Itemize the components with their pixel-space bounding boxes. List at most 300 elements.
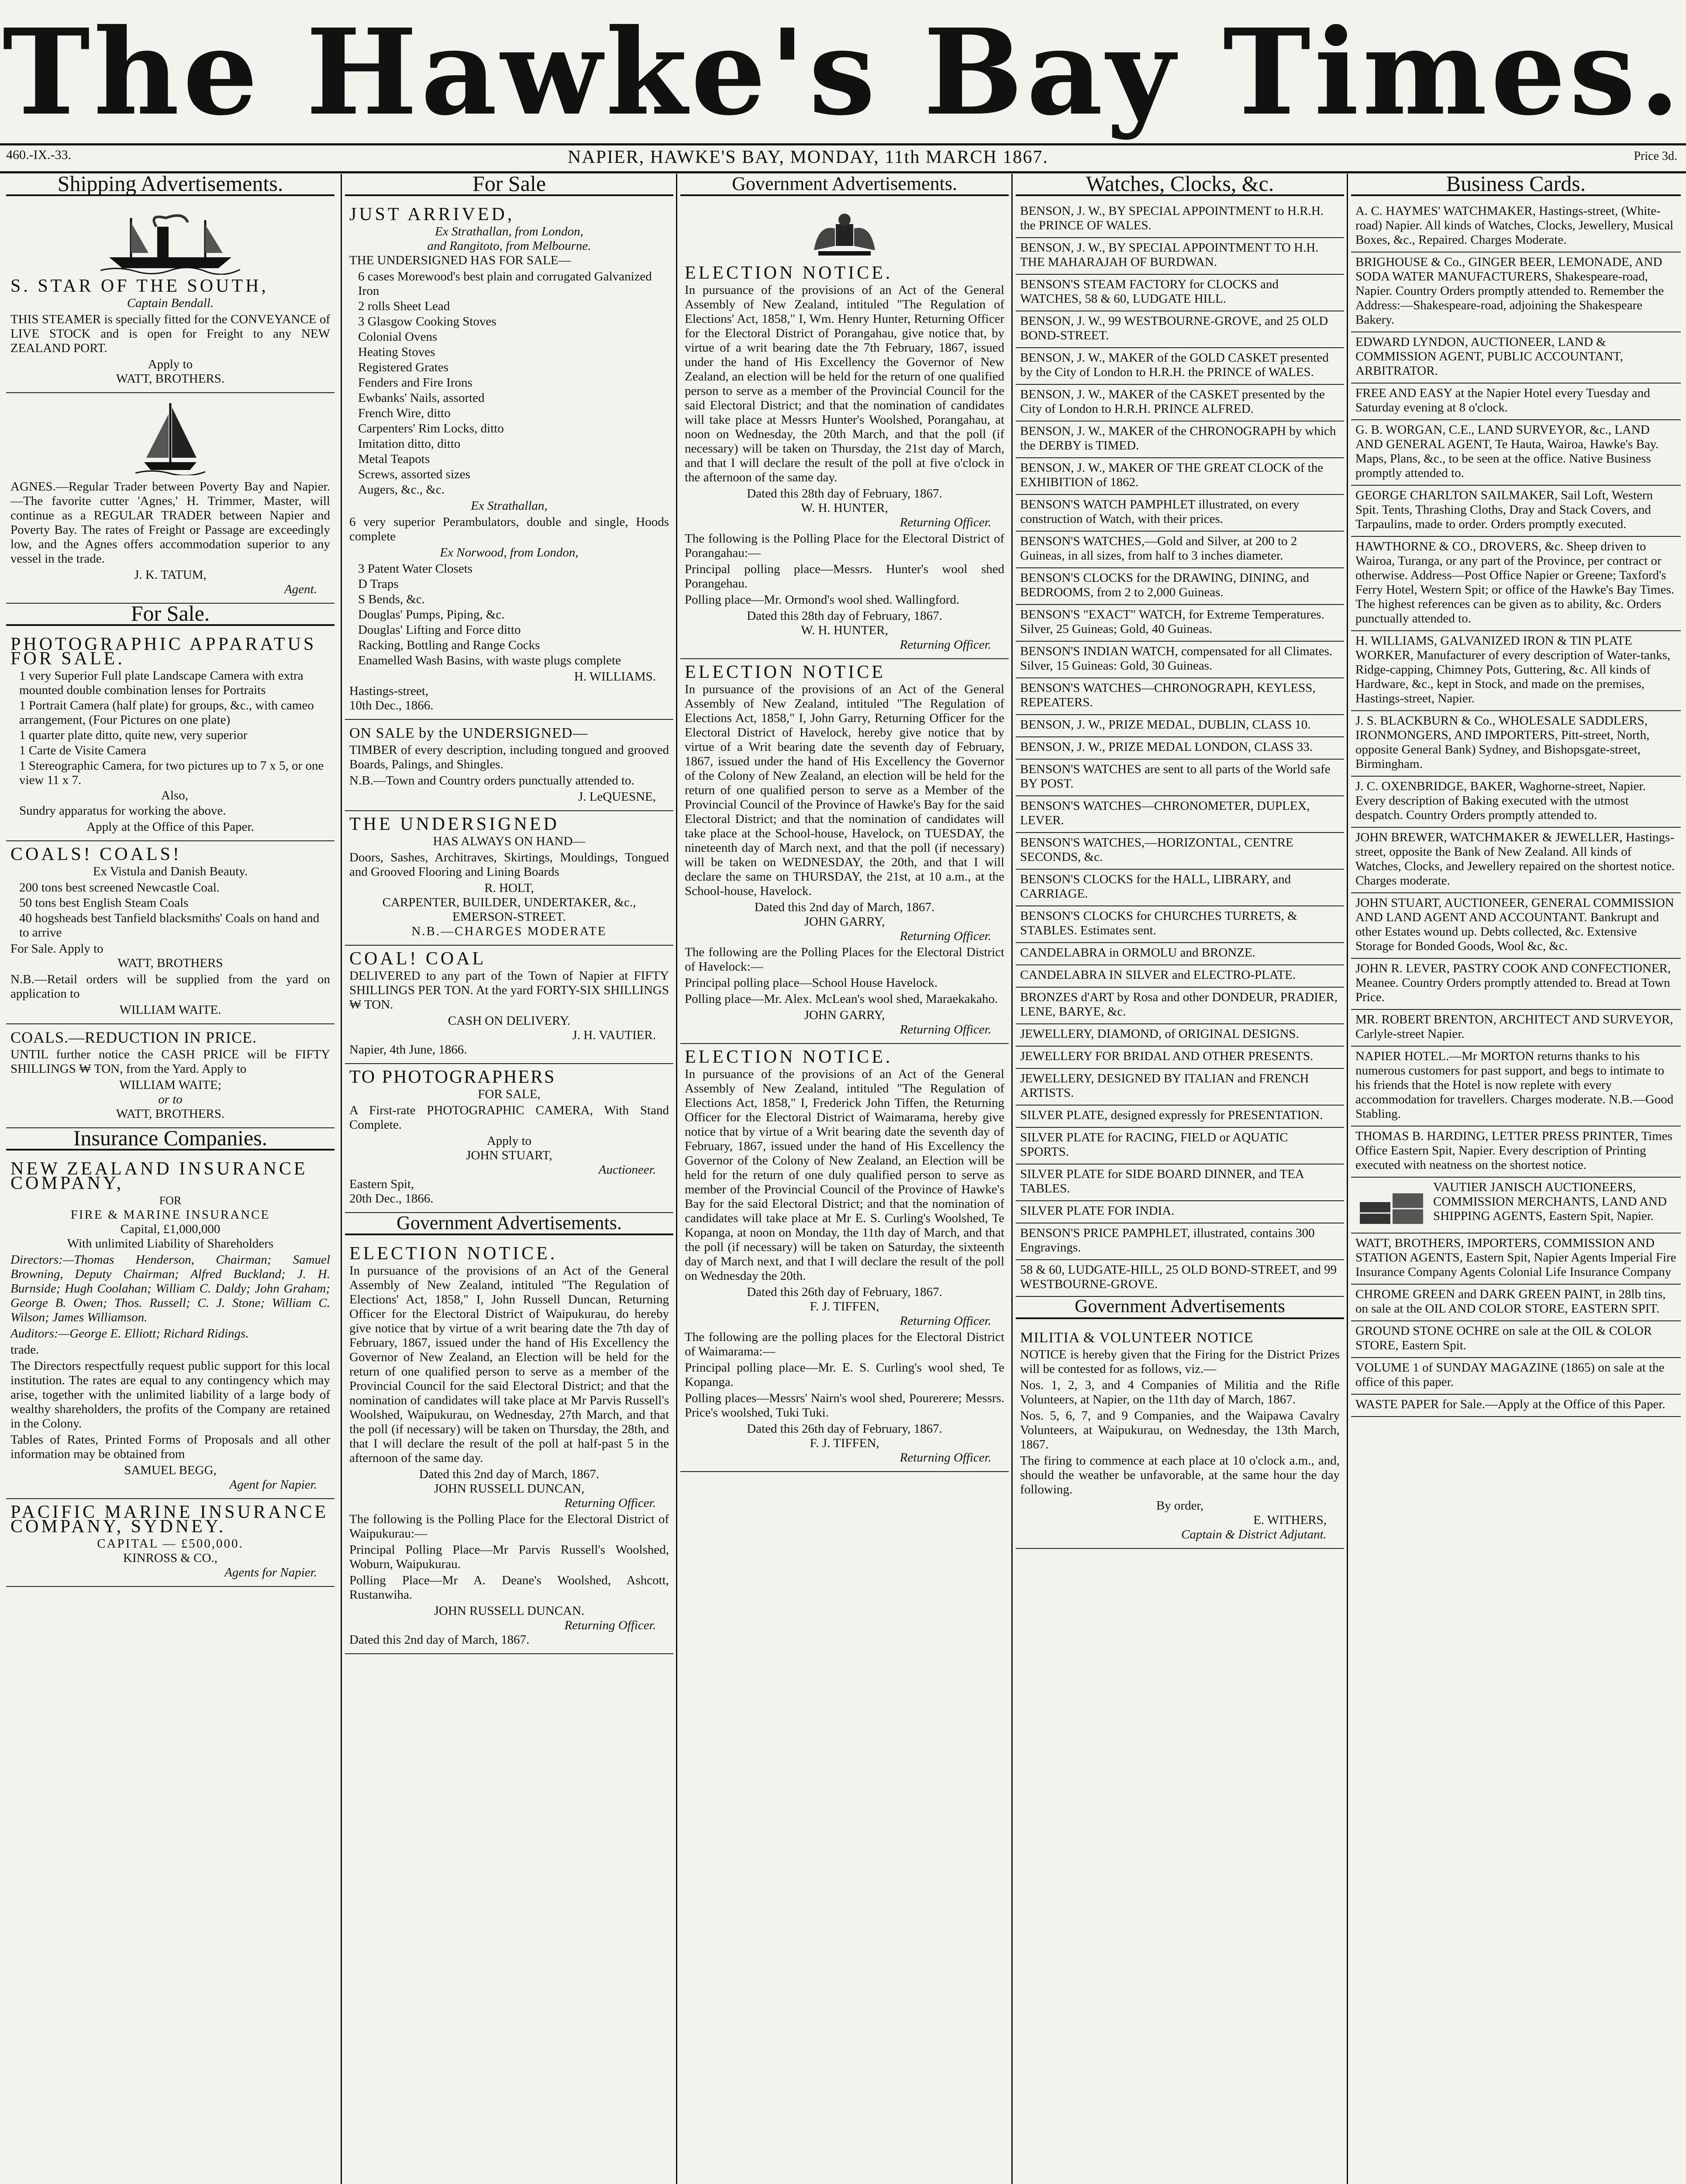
ad-text: Nos. 1, 2, 3, and 4 Companies of Militia and the Rifle Volunteers, at Napier, on the 11th day of March, 1867. [1020,1378,1340,1406]
ad-coals [6,841,334,1024]
business-card-text: JOHN STUART, AUCTIONEER, GENERAL COMMISSION AND LAND AGENT AND ACCOUNTANT. Bankrupt and other Estates wound up. Debts collected, &c. Extensive Storage for Bonded Goods, Wool &c, &c. [1355,896,1674,953]
business-card-text: A. C. HAYMES' WATCHMAKER, Hastings-street, (White-road) Napier. All kinds of Watches, Clocks, Jewellery, Musical Boxes, &c., Repaired. Charges Moderate. [1355,204,1674,247]
watch-ad-text: BENSON, J. W., MAKER of the CHRONOGRAPH by which the DERBY is TIMED. [1020,424,1336,453]
ad-text: 6 very superior Perambulators, double and single, Hoods complete [349,515,669,543]
ad-coal-vautier [345,946,673,1064]
watch-ad-item [1016,1106,1344,1128]
ad-text: Captain & District Adjutant. [1181,1527,1327,1541]
ad-text: Principal polling place—Messrs. Hunter's wool shed Porangehau. [685,562,1004,591]
royal-crest-icon [801,211,888,263]
business-card-text: J. C. OXENBRIDGE, BAKER, Waghorne-street, Napier. Every description of Baking executed with the utmost despatch. Country Orders promptly attended to. [1355,779,1646,822]
edition-line: NAPIER, HAWKE'S BAY, MONDAY, 11th MARCH 1867. [568,147,1048,167]
list-item: 3 Patent Water Closets [358,562,473,576]
watch-ad-item [1016,422,1344,458]
business-card-list [1351,201,1681,1417]
ad-text: The following is the Polling Place for the Electoral District of Porangahau:— [685,532,1004,560]
ad-text: Returning Officer. [900,929,991,943]
ad-agent: WATT, BROTHERS. [116,372,225,386]
ad-election-waipukurau [345,1241,673,1654]
ad-text: Returning Officer. [564,1618,656,1632]
item-list [10,881,330,940]
list-item: Colonial Ovens [358,330,438,344]
watch-ad-text: BENSON'S WATCHES,—Gold and Silver, at 200 to 2 Guineas, in all sizes, from half to 3 inches diameter. [1020,534,1297,563]
watch-ad-text: JEWELLERY, DIAMOND, of ORIGINAL DESIGNS. [1020,1027,1299,1041]
watch-ad-item [1016,760,1344,796]
ad-heading: COALS.—REDUCTION IN PRICE. [10,1029,257,1046]
watch-ad-text: BENSON'S WATCH PAMPHLET illustrated, on every construction of Watch, with their prices. [1020,498,1300,526]
business-card-text: G. B. WORGAN, C.E., LAND SURVEYOR, &c., LAND AND GENERAL AGENT, Te Hauta, Wairoa, Hawke's Bay. Maps, Plans, &c., to be seen at the office. Native Business promptly attended to. [1355,423,1659,480]
column-2 [345,174,673,2184]
ad-text: Ex Vistula and Danish Beauty. [93,864,248,878]
ad-text: Dated this 2nd day of March, 1867. [419,1467,600,1481]
ad-text: The firing to commence at each place at 10 o'clock a.m., and, should the weather be unfavorable, at the same hour the day following. [1020,1454,1340,1496]
watch-ad-item [1016,568,1344,605]
ad-text: DELIVERED to any part of the Town of Napier at FIFTY SHILLINGS PER TON. At the yard FORTY-SIX SHILLINGS ₩ TON. [349,969,669,1012]
ad-text: FOR [159,1194,182,1207]
watch-ad-text: CANDELABRA in ORMOLU and BRONZE. [1020,946,1255,960]
ad-text: Auctioneer. [598,1163,656,1177]
business-card-text: VOLUME 1 of SUNDAY MAGAZINE (1865) on sale at the office of this paper. [1355,1361,1665,1389]
ad-heading: COALS! COALS! [10,844,182,864]
ad-text: trade. [10,1343,39,1357]
ad-text: N.B.—Town and Country orders punctually attended to. [349,774,634,788]
ad-text: CAPITAL — £500,000. [97,1537,244,1551]
watch-ad-text: BENSON, J. W., 99 WESTBOURNE-GROVE, and 25 OLD BOND-STREET. [1020,314,1328,342]
ad-heading: ELECTION NOTICE. [685,263,893,283]
list-item: French Wire, ditto [358,406,451,420]
business-card-text: HAWTHORNE & CO., DROVERS, &c. Sheep driven to Wairoa, Turanga, or any part of the Province, per contract or otherwise. Address—Post Office Napier or Greene; Taxford's Ferry Hotel, Western Spit; or office of the Hawke's Bay Times. The highest references can be given as to ability, &c. Orders punctually attended to. [1355,539,1674,625]
ad-text: Returning Officer. [900,1314,991,1328]
ad-pacific-marine [6,1499,334,1587]
business-card [1351,201,1681,252]
list-item: D Traps [358,577,399,591]
ad-text: Napier, 4th June, 1866. [349,1043,467,1057]
watch-ad-text: JEWELLERY, DESIGNED BY ITALIAN and FRENCH ARTISTS. [1020,1071,1309,1100]
list-item: 40 hogsheads best Tanfield blacksmiths' Coals on hand and to arrive [19,911,320,940]
watch-ad-item [1016,1024,1344,1047]
business-card [1351,1285,1681,1321]
business-card-text: BRIGHOUSE & Co., GINGER BEER, LEMONADE, AND SODA WATER MANUFACTURERS, Shakespeare-road, Napier. Country Orders promptly attended to. Remember the Address:—Shakespeare-road, adjoining the Shakespeare Bakery. [1355,255,1664,327]
ad-text: EMERSON-STREET. [452,910,566,924]
watch-ad-item [1016,1128,1344,1165]
section-heading: Watches, Clocks, &c. [1016,174,1344,196]
business-card [1351,486,1681,537]
ad-text: Agent for Napier. [229,1478,317,1492]
watch-ad-text: SILVER PLATE, designed expressly for PRESENTATION. [1020,1108,1323,1122]
section-heading: Government Advertisements [1016,1297,1344,1319]
ad-agent: J. K. TATUM, [134,568,207,582]
ad-agent: JOHN RUSSELL DUNCAN, [434,1482,585,1496]
section-heading: Government Advertisements. [345,1213,673,1235]
watch-ad-text: BENSON, J. W., MAKER of the GOLD CASKET presented by the City of London to H.R.H. the PRINCE of WALES. [1020,351,1329,379]
watch-ad-text: BENSON, J. W., BY SPECIAL APPOINTMENT TO H.H. THE MAHARAJAH OF BURDWAN. [1020,241,1319,269]
watch-ad-item [1016,965,1344,988]
ad-text: CASH ON DELIVERY. [448,1014,571,1028]
ad-text: Ex Strathallan, from London, [435,225,583,238]
ad-heading: ELECTION NOTICE [685,662,886,682]
business-card [1351,711,1681,777]
watch-ad-text: SILVER PLATE for RACING, FIELD or AQUATIC SPORTS. [1020,1130,1288,1159]
business-card [1351,1010,1681,1047]
list-item: Douglas' Pumps, Piping, &c. [358,608,505,622]
list-item: 1 Portrait Camera (half plate) for groups, &c., with cameo arrangement, (Four Pictures on one plate) [19,698,314,727]
business-card-text: WASTE PAPER for Sale.—Apply at the Office of this Paper. [1355,1397,1665,1411]
watch-ad-item [1016,238,1344,275]
watch-ad-item [1016,943,1344,965]
list-item: Racking, Bottling and Range Cocks [358,638,540,652]
ad-text: Hastings-street, [349,684,429,698]
business-card-text: GROUND STONE OCHRE on sale at the OIL & COLOR STORE, Eastern Spit. [1355,1324,1652,1352]
ad-text: Doors, Sashes, Architraves, Skirtings, Mouldings, Tongued and Grooved Flooring and Lining Boards [349,850,669,879]
watch-ad-item [1016,201,1344,238]
watch-ad-item [1016,495,1344,532]
ad-text: The following are the polling places for the Electoral District of Waimarama:— [685,1330,1004,1358]
business-card [1351,959,1681,1010]
ad-text: Dated this 28th day of February, 1867. [747,609,942,623]
business-card [1351,332,1681,384]
ad-heading: TO PHOTOGRAPHERS [349,1067,556,1087]
watch-ad-text: BENSON'S WATCHES—CHRONOMETER, DUPLEX, LEVER. [1020,799,1310,827]
column-1 [6,174,334,2184]
list-item: 3 Glasgow Cooking Stoves [358,314,496,328]
ad-text: 20th Dec., 1866. [349,1192,434,1206]
ad-text: NOTICE is hereby given that the Firing for the District Prizes will be contested for as follows, viz.— [1020,1348,1340,1376]
ad-just-arrived [345,201,673,720]
ad-agent: E. WITHERS, [1253,1513,1327,1527]
watch-ad-text: JEWELLERY FOR BRIDAL AND OTHER PRESENTS. [1020,1049,1314,1063]
ad-heading: S. STAR OF THE SOUTH, [10,276,269,296]
ad-text: and Rangitoto, from Melbourne. [427,239,591,253]
business-card-text: FREE AND EASY at the Napier Hotel every Tuesday and Saturday evening at 8 o'clock. [1355,386,1650,415]
business-card [1351,893,1681,959]
watch-ad-text: BENSON'S CLOCKS for the HALL, LIBRARY, and CARRIAGE. [1020,872,1291,901]
business-card [1351,1047,1681,1127]
business-card-text: CHROME GREEN and DARK GREEN PAINT, in 28lb tins, on sale at the OIL AND COLOR STORE, EASTERN SPIT. [1355,1287,1666,1316]
business-card-text: NAPIER HOTEL.—Mr MORTON returns thanks to his numerous customers for past support, and begs to intimate to his friends that the Hotel is now replete with every accommodation for travellers. Charges moderate. N.B.—Good Stabling. [1355,1049,1674,1121]
list-item: Heating Stoves [358,345,435,359]
watch-ad-text: BENSON'S PRICE PAMPHLET, illustrated, contains 300 Engravings. [1020,1226,1315,1254]
ad-text: 10th Dec., 1866. [349,698,434,712]
watch-ad-list [1016,201,1344,1297]
ad-text: THIS STEAMER is specially fitted for the CONVEYANCE of LIVE STOCK and is open for Freight to any NEW ZEALAND PORT. [10,312,330,355]
ad-text: Returning Officer. [900,515,991,529]
ad-agent: W. H. HUNTER, [801,623,888,637]
ad-text: In pursuance of the provisions of an Act of the General Assembly of New Zealand, intituled "The Regulation of Elections' Act, 1858," I, Wm. Henry Hunter, Returning Officer for the Electoral District of Porangahau, give notice that, by virtue of a writ bearing date the 7th February, 1867, issued under the hand of His Excellency the Governor of New Zealand, an election will be held for the return of one qualified person to serve as a member of the Provincial Council for the said Electoral District; and that the nomination of candidates will take place at Messrs Hunter's Woolshed, Porangahau, at noon on Wednesday, the 20th March, and that the poll (if necessary) will be taken on Thursday, the 21st day of March, and that I will declare the result of the poll at five o'clock in the afternoon of the same day. [685,283,1004,484]
watch-ad-text: BENSON'S INDIAN WATCH, compensated for all Climates. Silver, 15 Guineas: Gold, 30 Guineas. [1020,644,1333,673]
item-list [10,669,330,818]
item-list [349,270,669,497]
ad-agent: WILLIAM WAITE. [119,1003,221,1017]
ad-text: In pursuance of the provisions of an Act of the General Assembly of New Zealand, intituled "The Regulation of Elections Act, 1858," I, Frederick John Tiffen, the Returning Officer for the Electoral District of Waimarama, hereby give notice that by virtue of a Writ bearing date the seventh day of February, 1867, issued under the hand of His Excellency the Governor of the Colony of New Zealand, an Election will be held for the return of one duly qualified person to serve as member of the Provincial Council of the Province of Hawke's Bay for the said Electoral District; and that the nomination of candidates will take place at Mr E. S. Curling's Woolshed, Te Kopanga, at noon on Monday, the 11th day of March, and that the poll (if necessary) will be taken on Saturday, the sixteenth day of March next, and that I will declare the result of the poll on Wednesday the 20th. [685,1067,1004,1283]
list-item: Also, [161,788,189,802]
ad-heading: PACIFIC MARINE INSURANCE COMPANY, SYDNEY. [10,1502,329,1537]
ad-text: UNTIL further notice the CASH PRICE will be FIFTY SHILLINGS ₩ TON, from the Yard. Apply to [10,1047,330,1076]
list-item: Augers, &c., &c. [358,483,445,497]
watch-ad-text: BENSON'S WATCHES,—HORIZONTAL, CENTRE SECONDS, &c. [1020,836,1293,864]
business-card [1351,777,1681,828]
ad-heading: ELECTION NOTICE. [349,1244,558,1264]
ad-text: Eastern Spit, [349,1177,414,1191]
ad-text: Polling place—Mr. Ormond's wool shed. Wallingford. [685,593,960,607]
watch-ad-text: BENSON, J. W., MAKER OF THE GREAT CLOCK of the EXHIBITION of 1862. [1020,461,1324,489]
ad-text: Tables of Rates, Printed Forms of Proposals and all other information may be obtained from [10,1433,330,1461]
ad-heading: MILITIA & VOLUNTEER NOTICE [1020,1330,1254,1346]
list-item: Registered Grates [358,360,448,374]
ad-text: A First-rate PHOTOGRAPHIC CAMERA, With Stand Complete. [349,1103,669,1132]
section-heading: For Sale. [6,604,334,626]
ad-text: Agents for Napier. [224,1565,317,1579]
ad-text: Principal polling place—Mr. E. S. Curling's wool shed, Te Kopanga. [685,1361,1004,1389]
ad-agent: SAMUEL BEGG, [124,1463,217,1477]
ad-agent: F. J. TIFFEN, [810,1299,879,1313]
ad-heading: NEW ZEALAND INSURANCE COMPANY, [10,1159,308,1193]
business-card-text: J. S. BLACKBURN & Co., WHOLESALE SADDLERS, IRONMONGERS, AND IMPORTERS, Pitt-street, North, opposite General Bank) Sydney, and Bishopsgate-street, Birmingham. [1355,714,1650,771]
section-heading: Insurance Companies. [6,1128,334,1151]
ad-heading: COAL! COAL [349,949,486,969]
dateline [0,145,1686,171]
ad-text: Captain Bendall. [127,296,214,310]
ad-agent: JOHN RUSSELL DUNCAN. [434,1604,585,1618]
section-heading: Business Cards. [1351,174,1681,196]
business-card [1351,828,1681,893]
business-card [1351,1358,1681,1395]
list-item: 200 tons best screened Newcastle Coal. [19,881,220,895]
column-4 [1016,174,1344,2184]
ad-agent: KINROSS & CO., [123,1551,217,1565]
ad-text: Ex Strathallan, [471,499,548,513]
steamship-icon [100,209,240,275]
column-3 [680,174,1009,2184]
watch-ad-text: CANDELABRA IN SILVER and ELECTRO-PLATE. [1020,968,1296,982]
ad-to-photographers [345,1064,673,1213]
watch-ad-item [1016,988,1344,1024]
watch-ad-text: BENSON, J. W., BY SPECIAL APPOINTMENT to H.R.H. the PRINCE OF WALES. [1020,204,1324,232]
ad-text: Apply to [486,1134,532,1148]
list-item: S Bends, &c. [358,592,425,606]
ad-heading: THE UNDERSIGNED [349,814,559,834]
ad-timber [345,720,673,811]
section-heading: Shipping Advertisements. [6,174,334,196]
business-card-text: MR. ROBERT BRENTON, ARCHITECT AND SURVEYOR, Carlyle-street Napier. [1355,1013,1673,1041]
ad-text: Principal polling place—School House Havelock. [685,976,938,990]
list-item: Fenders and Fire Irons [358,376,472,390]
watch-ad-text: BENSON, J. W., PRIZE MEDAL, DUBLIN, CLASS 10. [1020,718,1311,732]
watch-ad-item [1016,678,1344,715]
ad-text: The following is the Polling Place for the Electoral District of Waipukurau:— [349,1512,669,1541]
ad-text: The following are the Polling Places for the Electoral District of Havelock:— [685,945,1004,974]
ad-text: or to [158,1092,183,1106]
ad-text: Dated this 28th day of February, 1867. [747,487,942,501]
list-item: Enamelled Wash Basins, with waste plugs complete [358,653,621,667]
watch-ad-item [1016,1223,1344,1260]
ad-text: Agent. [284,582,317,596]
watch-ad-text: BENSON, J. W., MAKER of the CASKET presented by the City of London to H.R.H. PRINCE ALFRED. [1020,387,1325,416]
price: Price 3d. [1634,149,1677,163]
section-heading: For Sale [345,174,673,196]
list-item: Sundry apparatus for working the above. [19,804,226,818]
business-card-text: H. WILLIAMS, GALVANIZED IRON & TIN PLATE WORKER, Manufacturer of every description of Water-tanks, Ridge-capping, Chimney Pots, Guttering, &c. All kinds of Hardware, &c., kept in Stock, and made on the premises, Hastings-street, Napier. [1355,634,1671,705]
watch-ad-text: SILVER PLATE for SIDE BOARD DINNER, and TEA TABLES. [1020,1167,1304,1196]
ad-text: In pursuance of the provisions of an Act of the General Assembly of New Zealand, intituled "The Regulation of Elections' Act, 1858," I, John Russell Duncan, Returning Officer for the Electoral District of Waipukurau, do hereby give notice that by virtue of a writ bearing date the 7th day of February, 1867, issued under the hand of His Excellency the Governor of New Zealand, an Election will be held for the return of one qualified person to serve as a member of the Provincial Council for the said Electoral District; and that the nomination of candidates will take place at Mr Parvis Russell's Woolshed, Waipukurau, on Wednesday, 27th March, and that the poll (if necessary) will be taken on Thursday, the 28th, and that I will declare the result of the poll at half-past 5 in the afternoon of the same day. [349,1264,669,1465]
ad-text: For Sale. Apply to [10,942,103,956]
watch-ad-text: SILVER PLATE FOR INDIA. [1020,1204,1175,1218]
ad-text: N.B.—Retail orders will be supplied from the yard on application to [10,972,330,1001]
ad-text: Dated this 2nd day of March, 1867. [349,1633,530,1647]
watch-ad-item [1016,348,1344,385]
ad-agent: J. LeQUESNE, [578,790,656,804]
watch-ad-item [1016,532,1344,568]
business-card [1351,631,1681,711]
list-item: 1 Stereographic Camera, for two pictures up to 7 x 5, or one view 11 x 7. [19,759,324,787]
business-card-text: VAUTIER JANISCH AUCTIONEERS, COMMISSION MERCHANTS, LAND AND SHIPPING AGENTS, Eastern Spit, Napier. [1433,1180,1667,1223]
ad-text: The Directors respectfully request public support for this local institution. The rates are equal to any contingency which may arise, together with the unlimited liability of a large body of wealthy shareholders, the profits of the Company are retained in the Colony. [10,1359,330,1431]
ad-text: Apply to [148,357,193,371]
watch-ad-item [1016,906,1344,943]
ad-militia-notice [1016,1324,1344,1549]
watch-ad-item [1016,642,1344,678]
ad-text: Dated this 26th day of February, 1867. [747,1285,942,1299]
business-card [1351,252,1681,332]
watch-ad-text: 58 & 60, LUDGATE-HILL, 25 OLD BOND-STREET, and 99 WESTBOURNE-GROVE. [1020,1263,1337,1291]
ad-text: HAS ALWAYS ON HAND— [433,834,586,848]
business-card [1351,384,1681,420]
ad-text: TIMBER of every description, including tongued and grooved Boards, Palings, and Shingles. [349,743,669,771]
watch-ad-text: BRONZES d'ART by Rosa and other DONDEUR, PRADIER, LENE, BARYE, &c. [1020,990,1338,1019]
business-card-text: JOHN BREWER, WATCHMAKER & JEWELLER, Hastings-street, opposite the Bank of New Zealand. All kinds of Watches, Clocks, and Jewellery repaired on the shortest notice. Charges moderate. [1355,830,1675,888]
business-card-text: EDWARD LYNDON, AUCTIONEER, LAND & COMMISSION AGENT, PUBLIC ACCOUNTANT, ARBITRATOR. [1355,335,1623,378]
watch-ad-text: BENSON'S "EXACT" WATCH, for Extreme Temperatures. Silver, 25 Guineas; Gold, 40 Guineas. [1020,608,1324,636]
ad-text: FOR SALE, [478,1087,541,1101]
business-card [1351,537,1681,631]
business-card [1351,420,1681,486]
list-item: Metal Teapots [358,452,430,466]
ad-star-of-the-south [6,201,334,393]
ad-text: CARPENTER, BUILDER, UNDERTAKER, &c., [382,895,636,909]
list-item: Douglas' Lifting and Force ditto [358,623,521,637]
list-item: 6 cases Morewood's best plain and corrugated Galvanized Iron [358,270,652,298]
ad-text: Nos. 5, 6, 7, and 9 Companies, and the Waipawa Cavalry Volunteers, at Waipukurau, on Wednesday, the 13th March, 1867. [1020,1409,1340,1451]
watch-ad-text: BENSON'S WATCHES—CHRONOGRAPH, KEYLESS, REPEATERS. [1020,681,1316,709]
column-5 [1351,174,1681,2184]
watch-ad-item [1016,311,1344,348]
watch-ad-item [1016,1047,1344,1069]
ad-text: Principal Polling Place—Mr Parvis Russell's Woolshed, Woburn, Waipukurau. [349,1543,669,1571]
masthead-rule [0,143,1686,145]
ad-text: Dated this 2nd day of March, 1867. [754,900,935,914]
ad-election-porangahau [680,201,1009,659]
dateline-rule [0,171,1686,173]
watch-ad-item [1016,737,1344,760]
section-heading: Government Advertisements. [680,174,1009,196]
ad-text: Returning Officer. [900,1451,991,1465]
ad-text: With unlimited Liability of Shareholders [67,1237,274,1251]
watch-ad-item [1016,1165,1344,1201]
watch-ad-text: BENSON'S STEAM FACTORY for CLOCKS and WATCHES, 58 & 60, LUDGATE HILL. [1020,277,1279,306]
list-item: 1 Carte de Visite Camera [19,743,146,757]
watch-ad-item [1016,715,1344,737]
ad-agent: JOHN GARRY, [804,1008,885,1022]
ad-text: Ex Norwood, from London, [440,546,579,560]
business-card [1351,1127,1681,1178]
ad-photographic-apparatus [6,631,334,841]
ad-agent: WATT, BROTHERS. [116,1107,225,1121]
watch-ad-item [1016,833,1344,870]
ad-coals-reduction [6,1024,334,1128]
issue-code: 460.-IX.-33. [6,148,72,162]
ad-text: FIRE & MARINE INSURANCE [70,1208,270,1222]
ad-heading: PHOTOGRAPHIC APPARATUS FOR SALE. [10,634,317,669]
ad-text: Polling Place—Mr A. Deane's Woolshed, Ashcott, Rustanwiha. [349,1573,669,1602]
ad-text: Returning Officer. [900,1023,991,1037]
item-list [349,562,669,668]
business-card-text: THOMAS B. HARDING, LETTER PRESS PRINTER, Times Office Eastern Spit, Napier. Every description of Printing executed with neatness on the shortest notice. [1355,1129,1672,1172]
watch-ad-item [1016,605,1344,642]
list-item: 2 rolls Sheet Lead [358,299,450,313]
ad-text: Returning Officer. [564,1496,656,1510]
ad-text: By order, [1156,1499,1204,1513]
business-card-text: WATT, BROTHERS, IMPORTERS, COMMISSION AND STATION AGENTS, Eastern Spit, Napier Agents Imperial Fire Insurance Company Agents Colonial Life Insurance Company [1355,1236,1676,1279]
ad-agnes [6,393,334,604]
watch-ad-item [1016,796,1344,833]
business-card [1351,1234,1681,1285]
ad-text: Auditors:—George E. Elliott; Richard Ridings. [10,1327,249,1341]
business-card [1351,1395,1681,1417]
ad-agent: W. H. HUNTER, [801,501,888,515]
ad-text: Dated this 26th day of February, 1867. [747,1422,942,1436]
watch-ad-text: BENSON'S CLOCKS for CHURCHES TURRETS, & STABLES. Estimates sent. [1020,909,1297,937]
ad-agent: F. J. TIFFEN, [810,1436,879,1450]
watch-ad-text: BENSON'S WATCHES are sent to all parts of the World safe BY POST. [1020,762,1331,791]
list-item: 50 tons best English Steam Coals [19,896,189,910]
ad-text: Returning Officer. [900,638,991,652]
ad-heading: JUST ARRIVED, [349,204,515,225]
business-card-text: JOHN R. LEVER, PASTRY COOK AND CONFECTIONER, Meanee. Country Orders promptly attended to. Bread at Town Price. [1355,961,1671,1004]
ad-agent: JOHN GARRY, [804,915,885,929]
ad-text: N.B.—CHARGES MODERATE [411,924,607,938]
newspaper-title: The Hawke's Bay Times. [2,3,1684,142]
crate-cargo-icon [1355,1180,1430,1228]
ad-text: Apply at the Office of this Paper. [86,820,254,834]
ad-agent: WILLIAM WAITE; [119,1078,221,1092]
watch-ad-item [1016,1201,1344,1223]
list-item: 1 quarter plate ditto, quite new, very superior [19,728,248,742]
ad-text: Directors:—Thomas Henderson, Chairman; Samuel Browning, Deputy Chairman; Alfred Buckland; J. H. Burnside; Hugh Coolahan; William C. Daldy; John Graham; George B. Owen; Thos. Russell; C. J. Stone; William C. Wilson; James Williamson. [10,1253,330,1324]
ad-agent: WATT, BROTHERS [117,956,223,970]
ad-text: In pursuance of the provisions of an Act of the General Assembly of New Zealand, intituled "The Regulation of Elections Act, 1858," I, John Garry, Returning Officer for the Electoral District of Havelock, hereby give notice that by virtue of a Writ bearing date the seventh day of February, 1867, issued under the hand of His Excellency the Governor of the Colony of New Zealand, an election will be held for the return of one qualified person to serve as a Member of the Provincial Council of the Province of Hawke's Bay for the said Electoral District; and that the nomination of candidates will take place at the School-house, Havelock, on TUESDAY, the nineteenth day of March next, and that the poll (if necessary) will be taken on WEDNESDAY, the 20th, and that I will declare the same on THURSDAY, the 21st, at 10 a.m., at the School-house, Havelock. [685,682,1004,898]
ad-text: Capital, £1,000,000 [120,1222,221,1236]
watch-ad-text: BENSON, J. W., PRIZE MEDAL LONDON, CLASS 33. [1020,740,1313,754]
ad-heading: ELECTION NOTICE. [685,1047,893,1067]
watch-ad-item [1016,275,1344,311]
business-card-text: GEORGE CHARLTON SAILMAKER, Sail Loft, Western Spit. Tents, Thrashing Cloths, Dray and Stack Covers, and Tarpaulins, made to order. Orders promptly executed. [1355,488,1653,531]
ad-heading: ON SALE by the UNDERSIGNED— [349,725,588,741]
ad-agent: J. H. VAUTIER. [572,1028,656,1042]
watch-ad-item [1016,870,1344,906]
ad-holt [345,811,673,946]
ad-text: AGNES.—Regular Trader between Poverty Bay and Napier.—The favorite cutter 'Agnes,' H. Trimmer, Master, will continue as a REGULAR TRADER between Napier and Poverty Bay. The rates of Freight or Passage are exceedingly low, and the Agnes offers accommodation superior to any vessel in the trade. [10,480,330,566]
watch-ad-text: BENSON'S CLOCKS for the DRAWING, DINING, and BEDROOMS, from 2 to 2,000 Guineas. [1020,571,1309,599]
ad-election-waimarama [680,1044,1009,1472]
list-item: Ewbanks' Nails, assorted [358,391,485,405]
ad-agent: H. WILLIAMS. [574,670,656,684]
masthead [0,0,1686,144]
ad-agent: JOHN STUART, [466,1148,552,1162]
ad-text: THE UNDERSIGNED HAS FOR SALE— [349,253,571,267]
list-item: 1 very Superior Full plate Landscape Camera with extra mounted double combination lenses for Portraits [19,669,303,697]
list-item: Imitation ditto, ditto [358,437,461,451]
ad-agent: R. HOLT, [484,881,534,895]
watch-ad-item [1016,385,1344,422]
